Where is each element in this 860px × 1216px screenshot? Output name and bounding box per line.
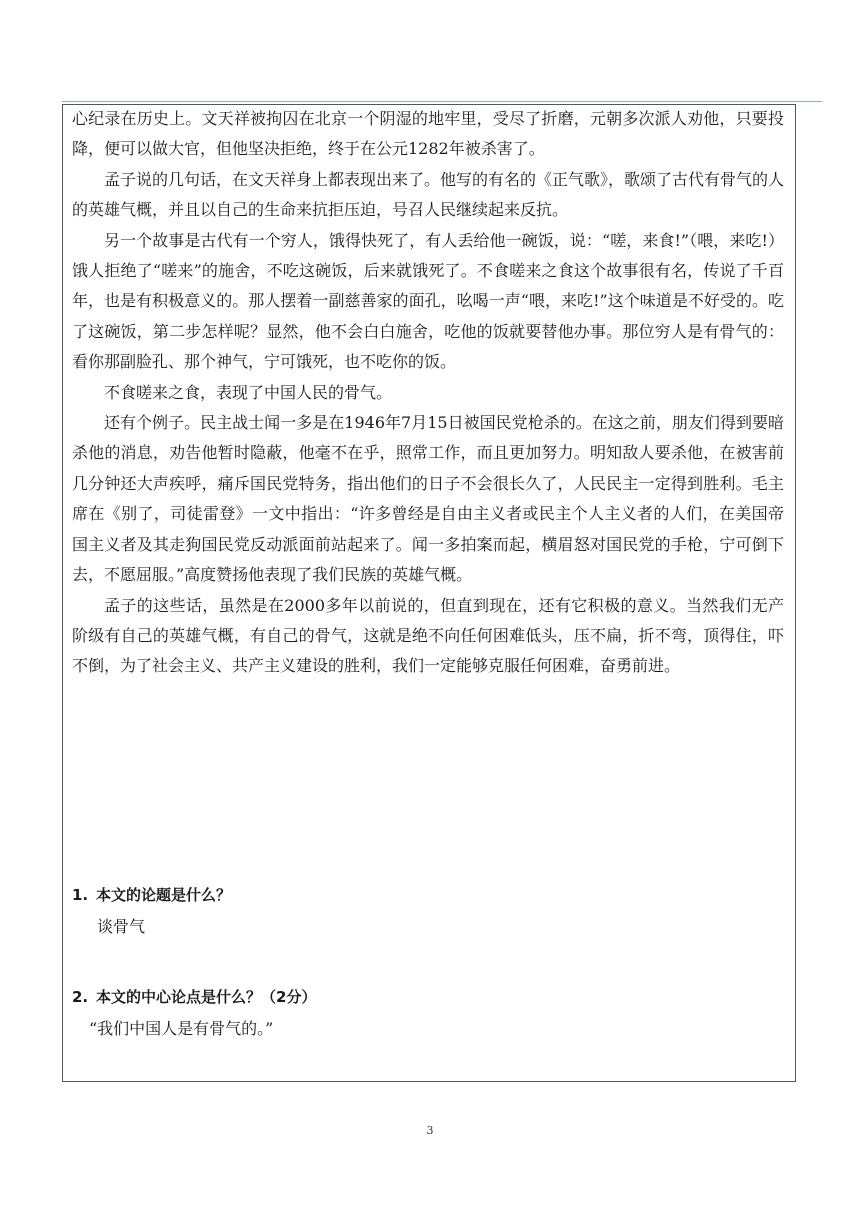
article-body [72,104,784,682]
paragraph-5: 还有个例子。民主战士闻一多是在1946年7月15日被国民党枪杀的。在这之前，朋友们得到要暗杀他的消息，劝告他暂时隐蔽，他毫不在乎，照常工作，而且更加努力。明知敌人要杀他，在被害前几分钟还大声疾呼，痛斥国民党特务，指出他们的日子不会很长久了，人民民主一定得到胜利。毛主席在《别了，司徒雷登》一文中指出：“许多曾经是自由主义者或民主个人主义者的人们，在美国帝国主义者及其走狗国民党反动派面前站起来了。闻一多拍案而起，横眉怒对国民党的手枪，宁可倒下去，不愿屈服。”高度赞扬他表现了我们民族的英雄气概。 [72,413,784,585]
question-2-text: 本文的中心论点是什么？（2分） [96,988,317,1006]
question-2-number: 2. [72,988,89,1006]
paragraph-6: 孟子的这些话，虽然是在2000多年以前说的，但直到现在，还有它积极的意义。当然我们无产阶级有自己的英雄气概，有自己的骨气，这就是绝不向任何困难低头，压不扁，折不弯，顶得住，吓不倒，为了社会主义、共产主义建设的胜利，我们一定能够克服任何困难，奋勇前进。 [72,595,784,676]
question-1-text: 本文的论题是什么？ [96,886,232,904]
question-1 [72,884,231,905]
paragraph-4: 不食嗟来之食，表现了中国人民的骨气。 [104,382,393,402]
header-rule [62,101,822,102]
paragraph-1: 心纪录在历史上。文天祥被拘囚在北京一个阴湿的地牢里，受尽了折磨，元朝多次派人劝他，只要投降，便可以做大官，但他坚决拒绝，终于在公元1282年被杀害了。 [72,109,784,159]
page-number: 3 [426,1124,434,1137]
question-1-number: 1. [72,886,89,904]
question-2 [72,986,316,1007]
paragraph-3: 另一个故事是古代有一个穷人，饿得快死了，有人丢给他一碗饭，说：“嗟，来食!”（喂，来吃!）饿人拒绝了“嗟来”的施舍，不吃这碗饭，后来就饿死了。不食嗟来之食这个故事很有名，传说了千百年，也是有积极意义的。那人摆着一副慈善家的面孔，吆喝一声“喂，来吃!”这个味道是不好受的。吃了这碗饭，第二步怎样呢？显然，他不会白白施舍，吃他的饭就要替他办事。那位穷人是有骨气的：看你那副脸孔、那个神气，宁可饿死，也不吃你的饭。 [72,230,784,372]
paragraph-2: 孟子说的几句话，在文天祥身上都表现出来了。他写的有名的《正气歌》，歌颂了古代有骨气的人的英雄气概，并且以自己的生命来抗拒压迫，号召人民继续起来反抗。 [72,169,785,220]
answer-1: 谈骨气 [97,917,146,936]
answer-2: “我们中国人是有骨气的。” [89,1019,274,1038]
